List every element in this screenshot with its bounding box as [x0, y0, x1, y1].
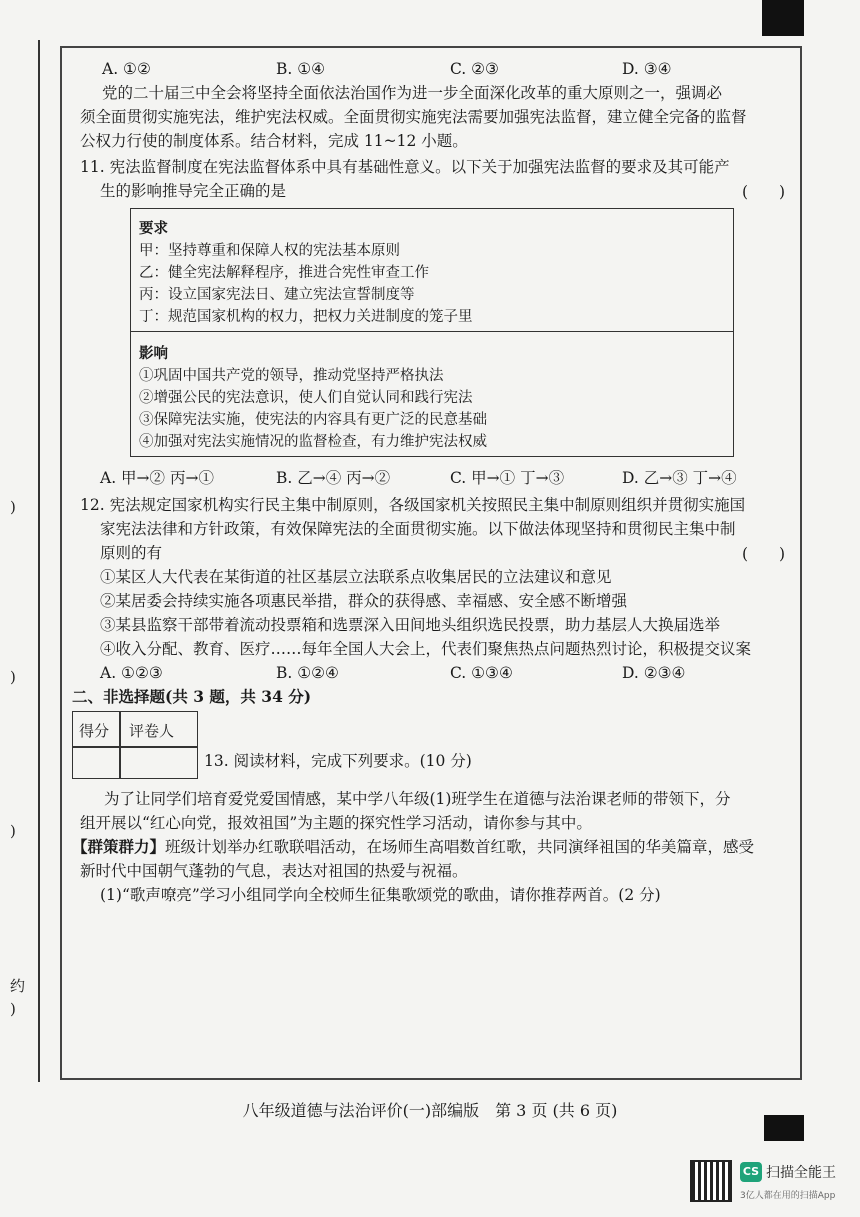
- q12-statement: ①某区人大代表在某街道的社区基层立法联系点收集居民的立法建议和意见: [100, 568, 612, 586]
- margin-mark: ): [10, 822, 16, 840]
- grader-label: 评卷人: [129, 722, 175, 740]
- q11-option-d[interactable]: D. 乙→③ 丁→④: [622, 469, 737, 487]
- q11-answer-blank[interactable]: ( ): [742, 183, 786, 201]
- q12-stem: 12. 宪法规定国家机构实行民主集中制原则，各级国家机关按照民主集中制原则组织并贯彻实施国: [80, 496, 746, 514]
- margin-mark: ): [10, 668, 16, 686]
- q12-statement: ②某居委会持续实施各项惠民举措，群众的获得感、幸福感、安全感不断增强: [100, 592, 628, 610]
- q11-requirements-box: [130, 208, 734, 332]
- requirement-item: 乙：健全宪法解释程序，推进合宪性审查工作: [139, 265, 429, 281]
- q10-option-b[interactable]: B. ①④: [276, 60, 326, 78]
- effect-item: ①巩固中国共产党的领导，推动党坚持严格执法: [139, 368, 444, 384]
- q13-material: 组开展以“红心向党，报效祖国”为主题的探究性学习活动，请你参与其中。: [80, 814, 592, 832]
- requirement-item: 丁：规范国家机构的权力，把权力关进制度的笼子里: [139, 309, 473, 325]
- q12-statement: ④收入分配、教育、医疗……每年全国人大会上，代表们聚焦热点问题热烈讨论，积极提交议案: [100, 640, 752, 658]
- scanner-brand: 扫描全能王: [766, 1165, 836, 1181]
- q12-option-a[interactable]: A. ①②③: [100, 664, 163, 682]
- q11-stem: 生的影响推导完全正确的是: [100, 182, 287, 200]
- q10-option-a[interactable]: A. ①②: [102, 60, 151, 78]
- q11-stem: 11. 宪法监督制度在宪法监督体系中具有基础性意义。以下关于加强宪法监督的要求及其可能产: [80, 158, 730, 176]
- score-label: 得分: [79, 722, 110, 740]
- effect-item: ③保障宪法实施，使宪法的内容具有更广泛的民意基础: [139, 412, 487, 428]
- score-table: [72, 711, 198, 779]
- section-heading: 二、非选择题(共 3 题，共 34 分): [72, 687, 312, 706]
- intro-line: 须全面贯彻实施宪法，维护宪法权威。全面贯彻实施宪法需要加强宪法监督，建立健全完备的监督: [80, 108, 747, 126]
- q13-subquestion-1: (1)“歌声嘹亮”学习小组同学向全校师生征集歌颂党的歌曲，请你推荐两首。(2 分): [100, 886, 661, 904]
- page-footer: 八年级道德与法治评价(一)部编版 第 3 页 (共 6 页): [242, 1101, 618, 1120]
- intro-line: 公权力行使的制度体系。结合材料，完成 11~12 小题。: [80, 132, 468, 150]
- q12-answer-blank[interactable]: ( ): [742, 545, 786, 563]
- q11-effects-box: [130, 331, 734, 457]
- requirement-item: 甲：坚持尊重和保障人权的宪法基本原则: [139, 243, 400, 259]
- q10-option-d[interactable]: D. ③④: [622, 60, 672, 78]
- q12-option-c[interactable]: C. ①③④: [450, 664, 513, 682]
- intro-line: 党的二十届三中全会将坚持全面依法治国作为进一步全面深化改革的重大原则之一，强调必: [102, 84, 723, 102]
- effect-item: ④加强对宪法实施情况的监督检查，有力维护宪法权威: [139, 434, 487, 450]
- q13-material: 为了让同学们培育爱党爱国情感，某中学八年级(1)班学生在道德与法治课老师的带领下，分: [104, 790, 731, 808]
- corner-registration-mark-top: [762, 0, 804, 36]
- q12-stem: 原则的有: [100, 544, 163, 562]
- margin-mark: ): [10, 1000, 16, 1018]
- q13-stem: 13. 阅读材料，完成下列要求。(10 分): [204, 752, 472, 770]
- effect-item: ②增强公民的宪法意识，使人们自觉认同和践行宪法: [139, 390, 473, 406]
- qr-code-icon: [690, 1160, 732, 1202]
- q13-activity-cont: 新时代中国朝气蓬勃的气息，表达对祖国的热爱与祝福。: [80, 862, 468, 880]
- scanner-tagline: 3亿人都在用的扫描App: [740, 1191, 836, 1201]
- requirements-title: 要求: [139, 220, 168, 237]
- requirement-item: 丙：设立国家宪法日、建立宪法宣誓制度等: [139, 287, 415, 303]
- q12-option-b[interactable]: B. ①②④: [276, 664, 339, 682]
- q11-option-b[interactable]: B. 乙→④ 丙→②: [276, 469, 391, 487]
- margin-mark: ): [10, 498, 16, 516]
- q11-option-c[interactable]: C. 甲→① 丁→③: [450, 469, 565, 487]
- q12-stem: 家宪法法律和方针政策，有效保障宪法的全面贯彻实施。以下做法体现坚持和贯彻民主集中制: [100, 520, 736, 538]
- activity-text: 班级计划举办红歌联唱活动，在场师生高唱数首红歌，共同演绎祖国的华美篇章，感受: [165, 838, 755, 856]
- camscanner-logo-icon: CS: [740, 1162, 762, 1182]
- effects-title: 影响: [139, 345, 168, 362]
- q13-activity: [72, 836, 754, 858]
- q10-option-c[interactable]: C. ②③: [450, 60, 499, 78]
- q12-option-d[interactable]: D. ②③④: [622, 664, 686, 682]
- binding-margin-line: [38, 40, 40, 1082]
- activity-tag: 【群策群力】: [72, 837, 166, 856]
- q11-option-a[interactable]: A. 甲→② 丙→①: [100, 469, 214, 487]
- margin-mark: 约: [10, 977, 26, 995]
- q12-statement: ③某县监察干部带着流动投票箱和选票深入田间地头组织选民投票，助力基层人大换届选举: [100, 616, 721, 634]
